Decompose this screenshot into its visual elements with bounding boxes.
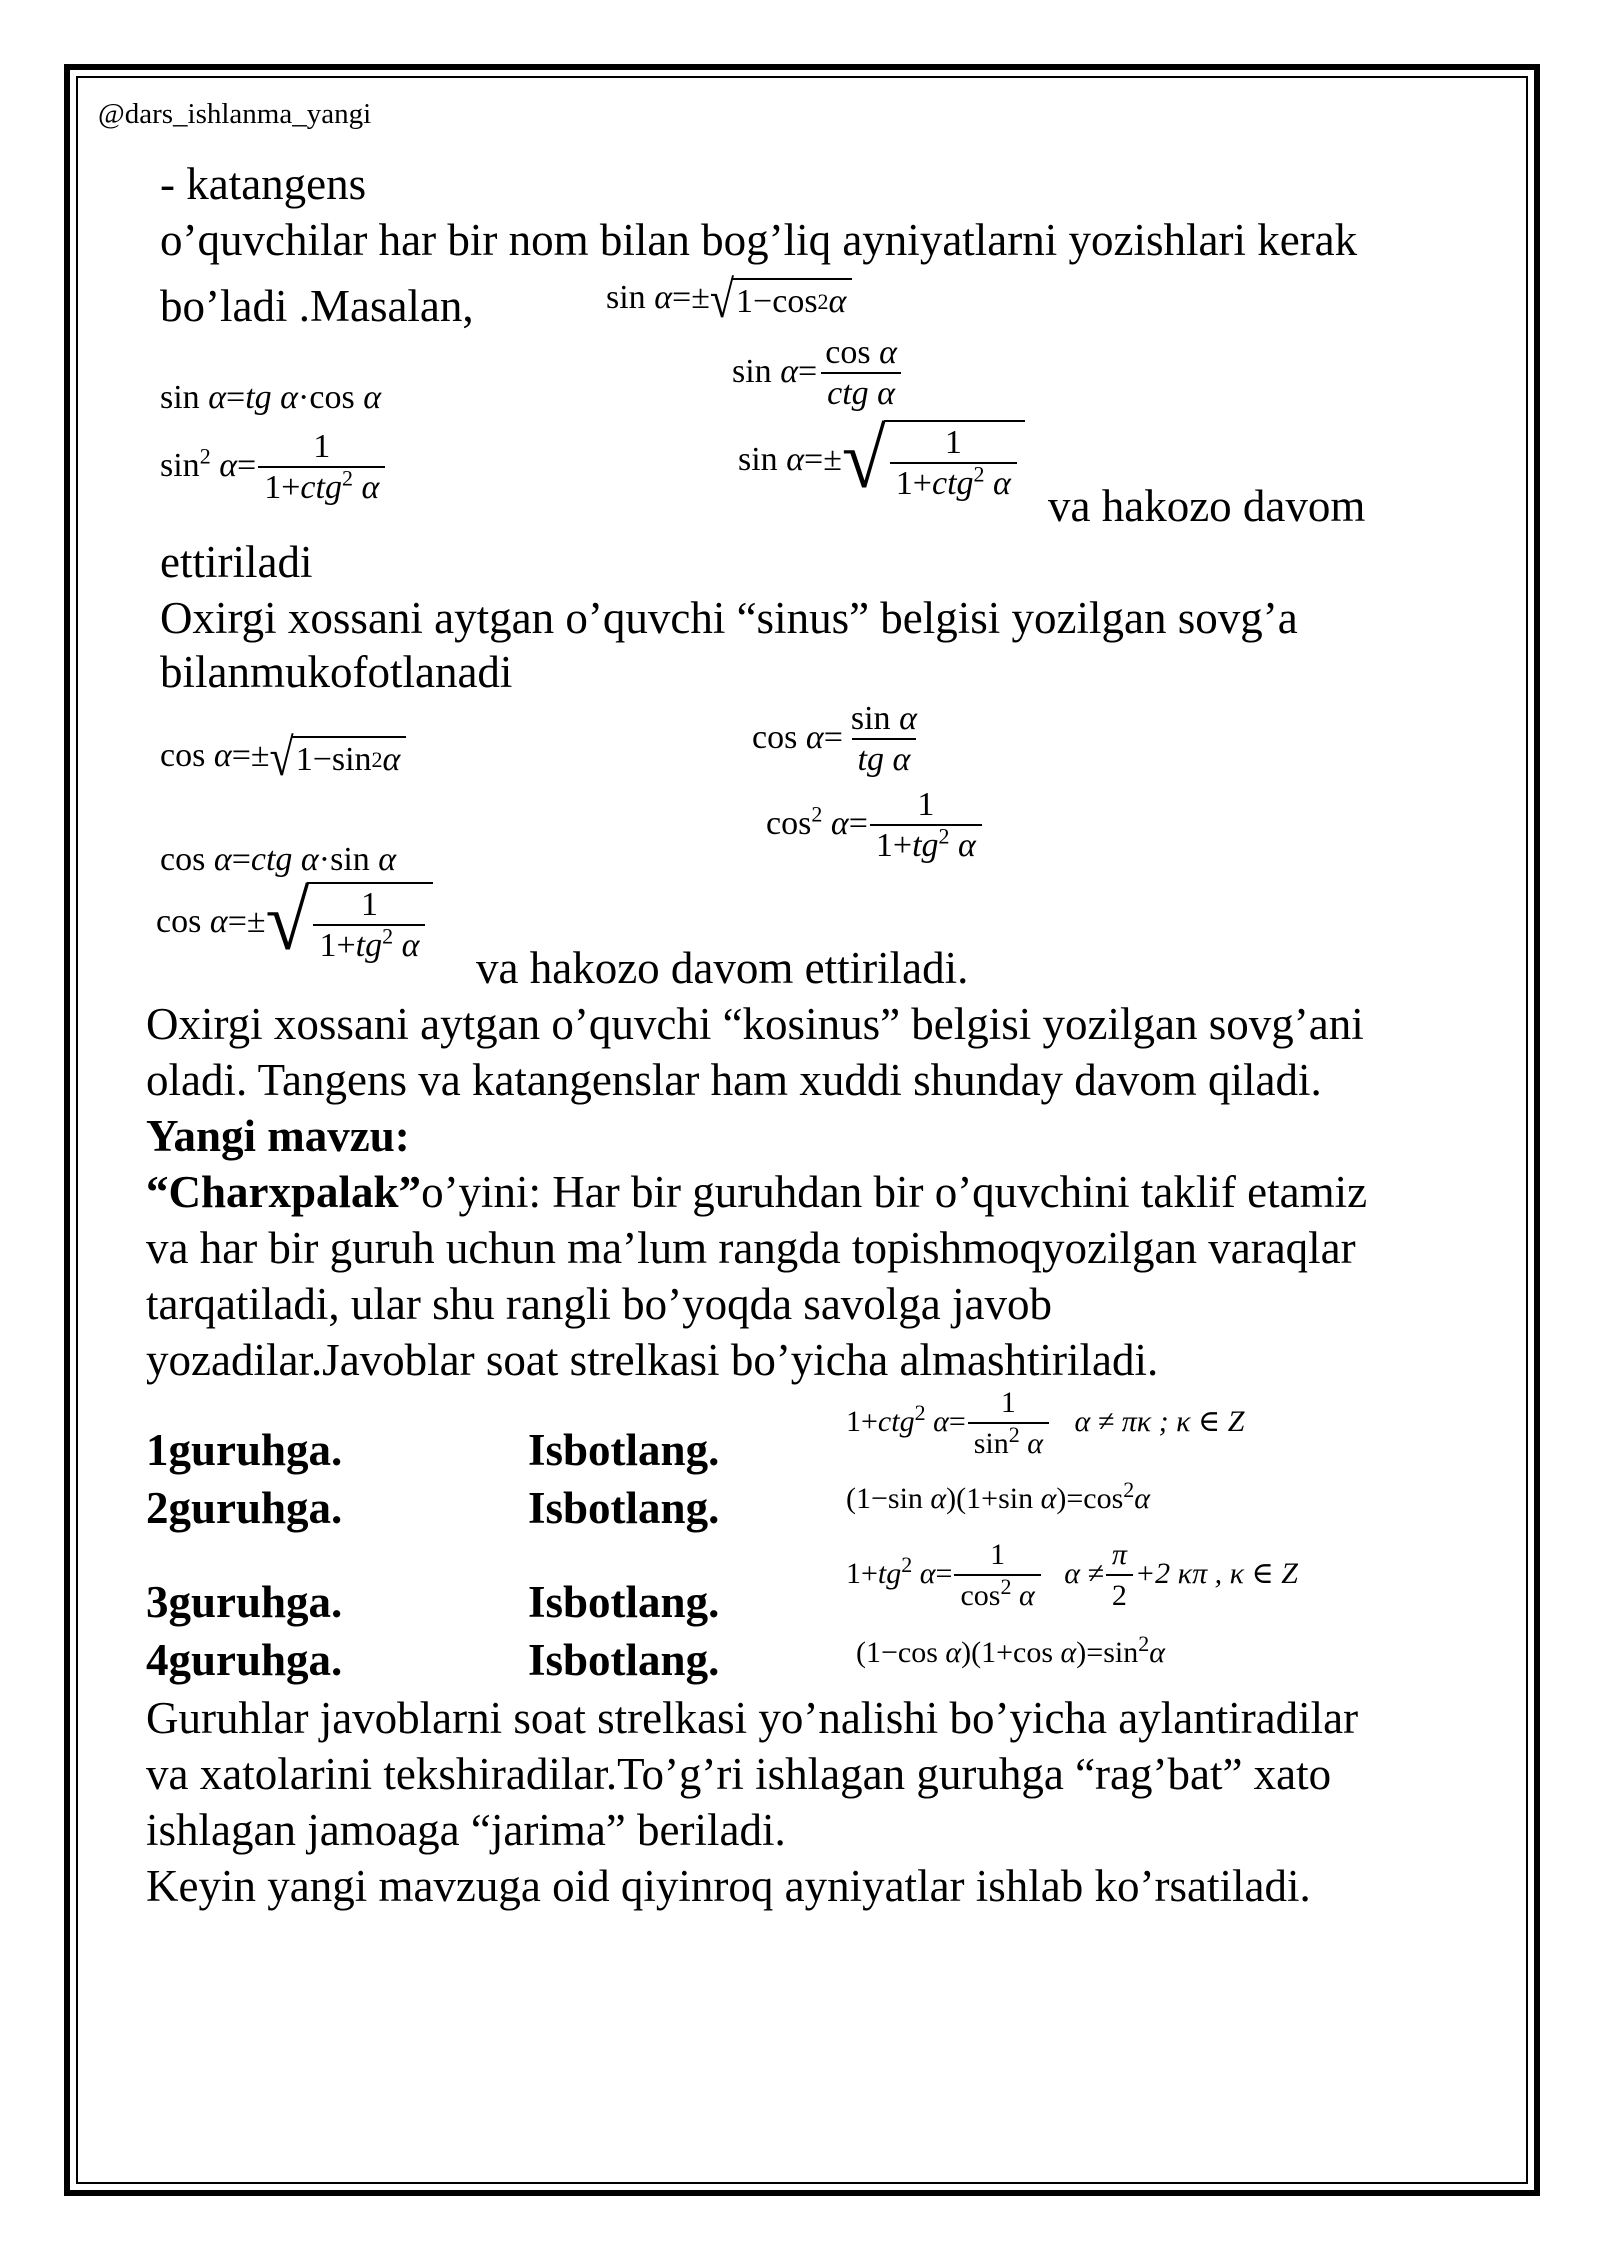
text-line: Keyin yangi mavzuga oid qiyinroq ayniyatlar ishlab ko’rsatiladi. <box>146 1861 1311 1911</box>
text-span: o’yini: Har bir guruhdan bir o’quvchini taklif etamiz <box>421 1167 1368 1217</box>
section-heading: Yangi mavzu: <box>146 1111 410 1161</box>
group-task: Isbotlang. <box>528 1577 720 1627</box>
pi-symbol: π <box>1111 1538 1127 1571</box>
two: 2 <box>1106 1574 1133 1616</box>
group-label: 2guruhga. <box>146 1483 343 1533</box>
condition-text: α ≠ πκ ; κ ∈ Z <box>1074 1404 1245 1438</box>
game-name: “Charxpalak” <box>146 1167 422 1217</box>
group-task: Isbotlang. <box>528 1483 720 1533</box>
formula-sin-sqrt: sin α=± √ 1−cos 2 α <box>606 278 852 322</box>
text-line: yozadilar.Javoblar soat strelkasi bo’yicha almashtiriladi. <box>146 1335 1159 1385</box>
text-line: va har bir guruh uchun ma’lum rangda topishmoqyozilgan varaqlar <box>146 1223 1356 1273</box>
group-label: 1guruhga. <box>146 1425 343 1475</box>
formula-sin-tg-cos: sin α=tg α·cos α <box>160 379 382 416</box>
formula-sin-cos-over-ctg: sin α= $\frac{\text{cos α}}{\text{ctg α}}$ <box>732 334 905 414</box>
group-task: Isbotlang. <box>528 1425 720 1475</box>
formula-cos-sin-over-tg: cos α= $\frac{\text{sin α}}{\text{tg α}}$ <box>752 700 917 778</box>
text-line: ettiriladi <box>160 537 313 587</box>
text-line: va hakozo davom ettiriladi. <box>476 943 969 993</box>
text-line: bilanmukofotlanadi <box>160 647 513 697</box>
formula-sin-sqrt-frac: sin α=± √ $\frac{1}{1+ctg^2 \alpha}$ <box>738 420 1025 504</box>
formula-cos-ctg-sin: cos α=ctg α·sin α <box>160 841 397 878</box>
formula-group2: (1−sin α)(1+sin $\alpha)=\cos^2\alpha$ <box>846 1477 1150 1515</box>
text-line: va hakozo davom <box>1048 481 1366 531</box>
formula-group1: 1+ctg$^2$ α= $\frac{1}{\sin^2 \alpha}$ α ≠ πκ ; κ ∈ Z <box>846 1384 1244 1464</box>
formula-cos-sqrt: cos α=± √ 1−sin 2 α <box>160 736 406 780</box>
formula-cos2: $\cos^2 \alpha=$ $\frac{1}{1+tg^2 \alpha}$ <box>766 786 984 866</box>
group-label: 3guruhga. <box>146 1577 343 1627</box>
text-line: ishlagan jamoaga “jarima” beriladi. <box>146 1805 786 1855</box>
formula-group4: (1−cos α)(1+cos $\alpha)=\sin^2\alpha$ <box>856 1631 1165 1669</box>
text-line: Oxirgi xossani aytgan o’quvchi “kosinus” belgisi yozilgan sovg’ani <box>146 999 1364 1049</box>
text-line: bo’ladi .Masalan, <box>160 281 474 331</box>
text-line: o’quvchilar har bir nom bilan bog’liq ayniyatlarni yozishlari kerak <box>160 215 1358 265</box>
formula-sin2: $\sin^2 \alpha=$ $\frac{1}{1+ctg^2 \alpha}$ <box>160 428 387 508</box>
text-line: tarqatiladi, ular shu rangli bo’yoqda savolga javob <box>146 1279 1052 1329</box>
formula-cos-sqrt-frac: cos α=± √ $\frac{1}{1+tg^2 \alpha}$ <box>156 882 433 966</box>
text-line: oladi. Tangens va katangenslar ham xuddi shunday davom qiladi. <box>146 1055 1322 1105</box>
text-line: va xatolarini tekshiradilar.To’g’ri ishlagan guruhga “rag’bat” xato <box>146 1749 1332 1799</box>
text-line: Guruhlar javoblarni soat strelkasi yo’nalishi bo’yicha aylantiradilar <box>146 1693 1359 1743</box>
watermark: @dars_ishlanma_yangi <box>98 98 372 130</box>
condition-text: +2 κπ , κ ∈ Z <box>1134 1556 1298 1590</box>
text-line <box>146 1164 1367 1220</box>
text-line: - katangens <box>160 159 367 209</box>
group-task: Isbotlang. <box>528 1635 720 1685</box>
text-line: Oxirgi xossani aytgan o’quvchi “sinus” belgisi yozilgan sovg’a <box>160 593 1298 643</box>
condition-neq: α ≠ <box>1064 1556 1104 1590</box>
group-label: 4guruhga. <box>146 1635 343 1685</box>
formula-group3: $1+tg^2$ α= $\frac{1}{\cos^2 \alpha}$ α ≠ $\frac{\pi}{2}$ +2 κπ , κ ∈ Z <box>846 1536 1298 1616</box>
